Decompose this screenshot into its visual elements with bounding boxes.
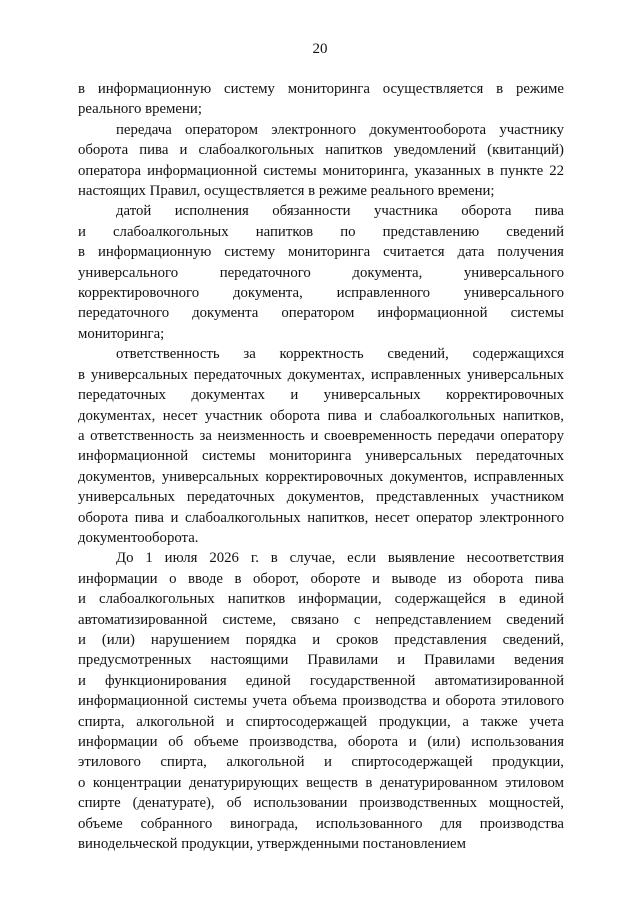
text-line: универсального передаточного документа, универсального: [78, 264, 564, 281]
paragraph: [78, 548, 564, 854]
text-line: передача оператором электронного документооборота участнику: [116, 121, 564, 138]
text-line: о концентрации денатурирующих веществ в денатурированном этиловом: [78, 774, 564, 791]
text-line: и (или) нарушением порядка и сроков представления сведений,: [78, 631, 564, 648]
text-line: в универсальных передаточных документах, исправленных универсальных: [78, 366, 564, 383]
text-line: этилового спирта, алкогольной и спиртосодержащей продукции,: [78, 754, 564, 771]
text-line: передаточного документа оператором информационной системы: [78, 305, 564, 322]
text-line: информационной системы учета объема производства и оборота этилового: [78, 693, 564, 710]
text-line: и слабоалкогольных напитков по представлению сведений: [78, 223, 564, 240]
paragraph: [78, 79, 564, 120]
text-line: предусмотренных настоящими Правилами и Правилами ведения: [78, 652, 564, 669]
paragraph: [78, 201, 564, 344]
text-line: оборота пива и слабоалкогольных напитков, несет оператор электронного: [78, 509, 564, 526]
text-line: объеме собранного винограда, использованного для производства: [78, 815, 564, 832]
text-line: и функционирования единой государственной автоматизированной: [78, 672, 564, 689]
text-line: спирта, алкогольной и спиртосодержащей продукции, а также учета: [78, 713, 564, 730]
text-line: а ответственность за неизменность и своевременность передачи оператору: [78, 427, 564, 444]
text-line: реального времени;: [78, 101, 202, 118]
text-line: корректировочного документа, исправленного универсального: [78, 285, 564, 302]
text-line: в информационную систему мониторинга осуществляется в режиме: [78, 81, 564, 97]
text-line: документооборота.: [78, 529, 199, 546]
paragraph: [78, 344, 564, 548]
paragraph: [78, 120, 564, 202]
page-number: 20: [312, 41, 328, 57]
text-line: информационной системы мониторинга универсальных передаточных: [78, 448, 564, 465]
text-line: в информационную систему мониторинга считается дата получения: [78, 244, 564, 261]
text-line: оператора информационной системы мониторинга, указанных в пункте 22: [78, 162, 564, 179]
text-line: информации о вводе в оборот, обороте и выводе из оборота пива: [78, 570, 564, 587]
text-line: ответственность за корректность сведений, содержащихся: [116, 346, 564, 363]
text-line: передаточных документах и универсальных корректировочных: [78, 387, 564, 404]
text-line: До 1 июля 2026 г. в случае, если выявление несоответствия: [116, 550, 564, 567]
text-line: документах, несет участник оборота пива и слабоалкогольных напитков,: [78, 407, 564, 424]
text-line: информации об объеме производства, оборота и (или) использования: [78, 734, 564, 750]
text-line: настоящих Правил, осуществляется в режиме реального времени;: [78, 183, 495, 200]
text-line: и слабоалкогольных напитков информации, содержащейся в единой: [78, 591, 564, 608]
text-line: датой исполнения обязанности участника оборота пива: [116, 203, 564, 220]
document-body: [78, 79, 564, 854]
text-line: винодельческой продукции, утвержденными постановлением: [78, 836, 466, 853]
text-line: оборота пива и слабоалкогольных напитков уведомлений (квитанций): [78, 142, 564, 159]
text-line: универсальных передаточных документов, представленных участником: [78, 489, 564, 506]
text-line: автоматизированной системе, связано с непредставлением сведений: [78, 611, 564, 628]
text-line: спирте (денатурате), об использовании производственных мощностей,: [78, 795, 564, 812]
text-line: документов, универсальных корректировочных документов, исправленных: [78, 468, 564, 485]
text-line: мониторинга;: [78, 325, 165, 342]
